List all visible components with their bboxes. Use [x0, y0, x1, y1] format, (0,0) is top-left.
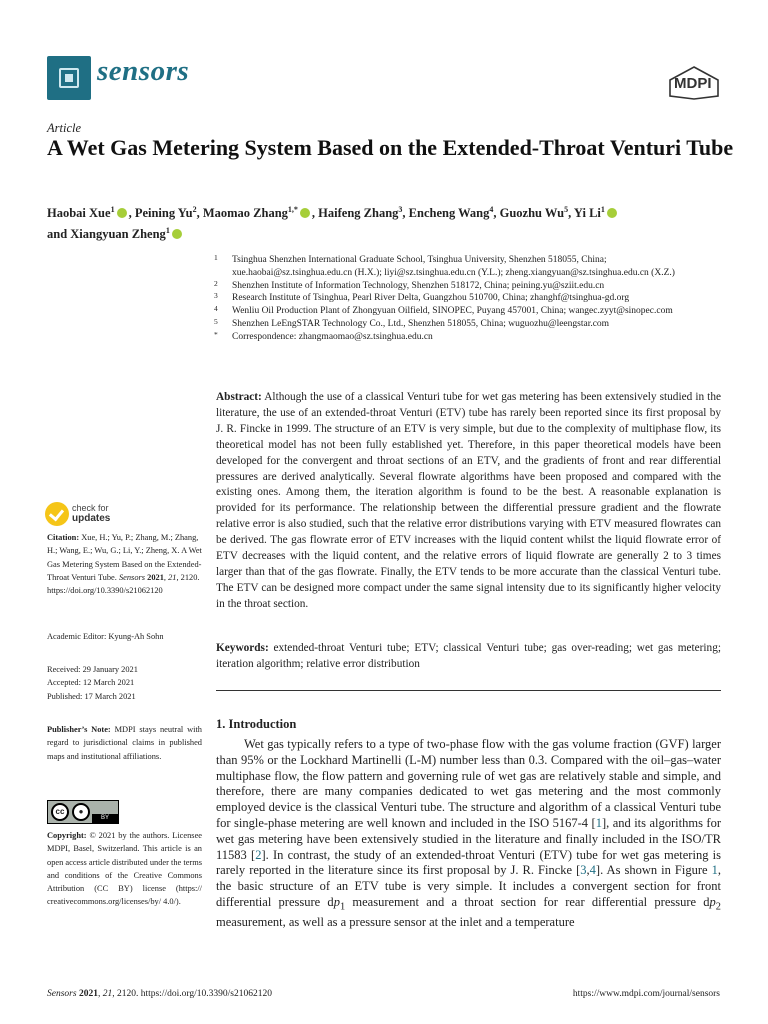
author-affil-sup: 1: [600, 205, 605, 214]
publisher-note-text: MDPI stays neutral with regard to jurisdictional claims in published maps and institutional affiliations.: [47, 725, 202, 761]
cc-by-license-badge[interactable]: [47, 800, 119, 824]
math-variable: p: [333, 894, 340, 909]
footer-citation: Sensors 2021, 21, 2120. https://doi.org/10.3390/s21062120: [47, 989, 272, 999]
intro-paragraph: [216, 737, 721, 931]
footer-volume: 21: [102, 989, 113, 999]
copyright-block: [47, 829, 202, 909]
affiliation-text: Tsinghua Shenzhen International Graduate School, Tsinghua University, Shenzhen 518055, China; xue.haobai@sz.tsinghua.edu.cn (H.X.); liyi@sz.tsinghua.edu.cn (Y.L.); zheng.xiangyuan@sz.tsinghua.edu.cn (X.Z.): [232, 255, 675, 278]
affiliation-item: [214, 292, 714, 305]
abstract-text: Although the use of a classical Venturi tube for wet gas metering has been extensively studied in the literature, the use of an extended-throat Venturi (ETV) tube has rarely been reported since its first proposal by J. R. Fincke in 1999. The structure of an ETV is very simple, but due to the complexity of multiphase flow, its theoretical model has not been fully established yet. Therefore, in this paper theoretical models have been developed for the convergent and throat sections of an ETV, and the gradients of front and rear differential pressures are derived analytically. Several flowrate algorithms have been proposed and compared with the existing ones. Among them, the iteration algorithm is found to be the best. A reasonable explanation is provided for its performance. The relationship between the differential pressure gradient and the flowrate relative error is also studied, such that the relative error distributions varying with ETV measured flowrates can be derived. The gas flowrate error of ETV increases with the liquid content whilst the liquid flowrate error of ETV decreases with the liquid content, and the relative errors of liquid flowrate are generally 2 to 3 times larger than that of the gas flowrate. Finally, the ETV tends to be more accurate than the classical Venturi tube. The ETV can be designed more compact under the same signal intensity due to its significantly higher velocity in the throat section.: [216, 391, 721, 610]
publisher-logo: [668, 66, 720, 105]
text-run: ,: [586, 863, 590, 878]
author-affil-sup: 3: [398, 205, 403, 214]
accepted-date: Accepted: 12 March 2021: [47, 678, 135, 688]
text-run: ]. As shown in Figure: [595, 863, 712, 878]
citation-ref-link[interactable]: 1: [711, 863, 718, 878]
affiliation-item: [214, 305, 714, 318]
journal-name: sensors: [97, 55, 190, 87]
author-affil-sup: 4: [489, 205, 494, 214]
check-for-updates-badge[interactable]: [45, 500, 165, 530]
check-updates-line2: updates: [72, 513, 111, 524]
citation-journal: Sensors: [118, 572, 146, 582]
article-type: Article: [47, 121, 82, 135]
section-title-introduction: 1. Introduction: [216, 717, 297, 731]
author-name[interactable]: Maomao Zhang: [202, 206, 288, 221]
sensor-chip-icon: [59, 68, 79, 88]
subscript: 1: [339, 901, 346, 913]
citation-label: Citation:: [47, 533, 80, 542]
affiliation-text: Research Institute of Tsinghua, Pearl River Delta, Guangzhou 510700, China; zhanghf@tsinghua-gd.org: [232, 293, 630, 304]
author-name[interactable]: Yi Li: [573, 206, 601, 221]
author-name[interactable]: Xiangyuan Zheng: [70, 227, 166, 242]
author-affil-sup: 1: [110, 205, 115, 214]
citation-ref-link[interactable]: 1: [595, 815, 602, 830]
affiliation-item: [214, 280, 714, 293]
journal-logo: [47, 56, 91, 100]
text-run: ]. In contrast, the study of an extended-throat Venturi (ETV) tube for wet gas metering is rarely reported in the literature since its first proposal by J. R. Fincke [: [216, 847, 722, 878]
citation-ref-link[interactable]: 4: [589, 863, 596, 878]
citation-ref-link[interactable]: 3: [580, 863, 587, 878]
affiliation-text: Wenliu Oil Production Plant of Zhongyuan Oilfield, SINOPEC, Puyang 457001, China; wangec.zyyt@sinopec.com: [232, 306, 673, 317]
affiliation-text: Correspondence: zhangmaomao@sz.tsinghua.edu.cn: [232, 331, 433, 342]
affiliation-number: 2: [214, 278, 218, 288]
author-name[interactable]: Haobai Xue: [47, 206, 111, 221]
citation-text: Xue, H.; Yu, P.; Zhang, M.; Zhang, H.; Wang, E.; Wu, G.; Li, Y.; Zheng, X. A Wet Gas Metering System Based on the Extended-Throat Venturi Tube.: [47, 533, 202, 582]
citation-block: Citation: Xue, H.; Yu, P.; Zhang, M.; Zhang, H.; Wang, E.; Wu, G.; Li, Y.; Zheng, X. A Wet Gas Metering System Based on the Extended-Throat Venturi Tube. Sensors 2021, 21, 2120. https://doi.org/10.3390/s21062120: [47, 533, 202, 596]
checkmark-icon: [45, 502, 69, 526]
received-date: Received: 29 January 2021: [47, 665, 138, 674]
author-conjunction: and: [47, 227, 71, 242]
author-affil-sup: 5: [564, 205, 569, 214]
publisher-name: MDPI: [674, 75, 712, 92]
author-list: [47, 201, 747, 243]
published-date: Published: 17 March 2021: [47, 691, 136, 701]
author-line-1: Haobai Xue$^1$ , Peining Yu$^2$, Maomao Zhang$^{1,*}$ , Haifeng Zhang$^3$, Encheng Wang$^4$, Guozhu Wu$^5$, Yi Li$^1$: [47, 201, 747, 222]
section-divider: [216, 690, 721, 691]
keywords: [216, 641, 721, 673]
affiliation-number: *: [214, 329, 218, 339]
article-title: A Wet Gas Metering System Based on the Extended-Throat Venturi Tube: [47, 135, 734, 160]
author-name[interactable]: Haifeng Zhang: [318, 206, 399, 221]
copyright-label: Copyright:: [47, 831, 87, 840]
citation-ref-link[interactable]: 2: [255, 847, 262, 862]
text-run: measurement, as well as a pressure sensor at the inlet and a temperature: [216, 915, 575, 930]
affiliation-number: 4: [214, 304, 218, 314]
citation-year: 2021: [147, 572, 164, 582]
citation-volume: 21: [168, 572, 177, 582]
keywords-text: extended-throat Venturi tube; ETV; classical Venturi tube; gas over-reading; wet gas metering; iteration algorithm; relative error distribution: [216, 642, 721, 670]
author-affil-sup: 1,*: [287, 205, 298, 214]
affiliation-item: [214, 331, 714, 344]
orcid-icon[interactable]: [300, 208, 310, 218]
subscript: 2: [715, 901, 721, 913]
abstract: [216, 390, 721, 613]
citation-doi-link[interactable]: https://doi.org/10.3390/s21062120: [47, 586, 163, 596]
math-variable: p: [709, 894, 716, 909]
footer-journal-url[interactable]: https://www.mdpi.com/journal/sensors: [572, 989, 720, 999]
dates-block: [47, 663, 202, 703]
publisher-note-label: Publisher’s Note:: [47, 725, 111, 734]
footer-doi[interactable]: , 2120. https://doi.org/10.3390/s21062120: [112, 989, 272, 999]
text-run: , the basic structure of an ETV tube is very simple. It includes a convergent section for front differential pressure d: [216, 863, 721, 909]
author-name[interactable]: Encheng Wang: [408, 206, 490, 221]
footer-journal: Sensors: [47, 989, 77, 999]
check-updates-line1: check for: [72, 503, 109, 513]
author-line-2: [47, 222, 747, 243]
affiliations: [214, 254, 714, 344]
author-affil-sup: 2: [192, 205, 197, 214]
abstract-label: Abstract:: [216, 391, 262, 403]
author-name[interactable]: Peining Yu: [134, 206, 193, 221]
affiliation-text: Shenzhen Institute of Information Technology, Shenzhen 518172, China; peining.yu@sziit.edu.cn: [232, 280, 605, 291]
attribution-person-icon: ●: [72, 803, 90, 821]
citation-pages: 2120.: [180, 572, 200, 582]
affiliation-number: 1: [214, 253, 218, 262]
keywords-label: Keywords:: [216, 642, 269, 654]
text-run: Wet gas typically refers to a type of two-phase flow with the gas volume fraction (GVF) larger than 95% or the Lockhard Martinelli (L-M) number less than 0.3. Compared with the oil–gas–water multiphase flow, the flow pattern and governing rule of wet gas are relatively stable and simple, and therefore, there are many companies dedicated to wet gas metering and the most commonly employed device is the classical Venturi tube. The structure and algorithm of a classical Venturi tube for single-phase metering are well known and included in the ISO 5167-4 [: [216, 737, 721, 830]
affiliation-text: Shenzhen LeEngSTAR Technology Co., Ltd., Shenzhen 518055, China; wuguozhu@leengstar.com: [232, 318, 610, 329]
text-run: measurement and a throat section for rear differential pressure d: [345, 894, 710, 909]
academic-editor: Academic Editor: Kyung-Ah Sohn: [47, 632, 164, 641]
orcid-icon[interactable]: [607, 208, 617, 218]
affiliation-item: [214, 318, 714, 331]
author-name[interactable]: Guozhu Wu: [499, 206, 565, 221]
copyright-text: © 2021 by the authors. Licensee MDPI, Basel, Switzerland. This article is an open access article distributed under the terms and conditions of the Creative Commons Attribution (CC BY) license (https:// creativecommons.org/licenses/by/ 4.0/).: [47, 831, 202, 907]
footer-year: 2021: [78, 989, 98, 999]
author-affil-sup: 1: [165, 226, 170, 236]
affiliation-number: 3: [214, 291, 218, 301]
publisher-note: [47, 723, 202, 763]
cc-icon: cc: [51, 803, 69, 821]
affiliation-number: 5: [214, 316, 218, 326]
introduction-body: [216, 737, 721, 931]
orcid-icon[interactable]: [117, 208, 127, 218]
text-run: ], and its algorithms for wet gas metering have been extensively studied in the literature and finally included in the ISO/TR 11583 [: [216, 815, 721, 862]
affiliation-item: [214, 254, 714, 280]
by-label: BY: [92, 814, 118, 823]
orcid-icon[interactable]: [172, 229, 182, 239]
